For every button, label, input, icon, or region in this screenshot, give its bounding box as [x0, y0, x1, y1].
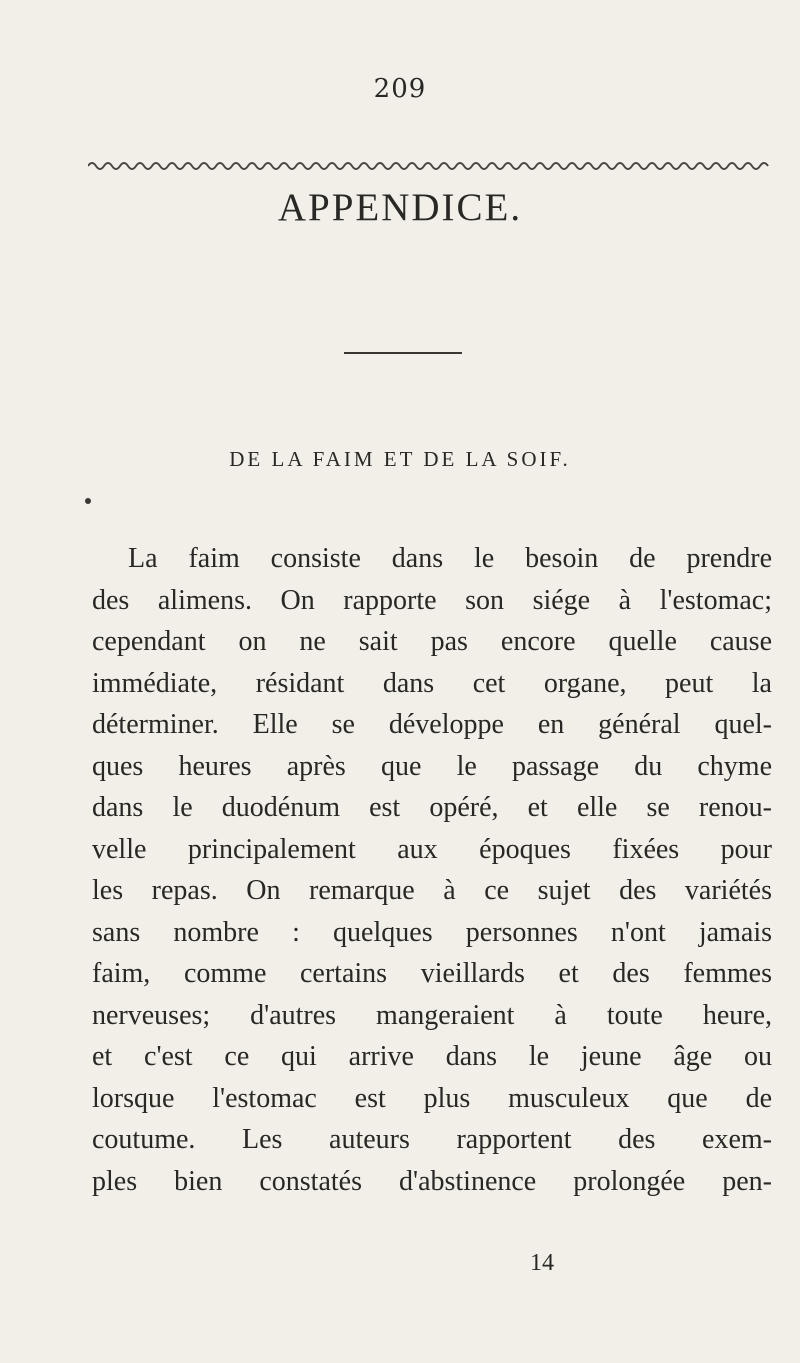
text-line: lorsque l'estomac est plus musculeux que de: [92, 1082, 772, 1114]
body-paragraph: [92, 538, 772, 1202]
ink-speck: [85, 498, 91, 504]
text-line: déterminer. Elle se développe en général quel-: [92, 709, 772, 740]
text-line: immédiate, résidant dans cet organe, peut la: [92, 667, 772, 699]
text-line: ques heures après que le passage du chyme: [92, 750, 772, 782]
text-line: dans le duodénum est opéré, et elle se renou-: [92, 792, 772, 823]
signature-mark: 14: [530, 1250, 554, 1276]
text-line: faim, comme certains vieillards et des femmes: [92, 958, 772, 989]
divider-rule: [344, 352, 462, 354]
text-line: ples bien constatés d'abstinence prolongée pen-: [92, 1165, 772, 1197]
text-line: La faim consiste dans le besoin de prendre: [128, 543, 772, 574]
text-line: coutume. Les auteurs rapportent des exem-: [92, 1124, 772, 1155]
text-line: sans nombre : quelques personnes n'ont jamais: [92, 916, 772, 948]
page-number: 209: [373, 74, 427, 104]
decorative-ornament-rule: [88, 158, 772, 174]
section-title: APPENDICE.: [277, 186, 523, 229]
text-line: et c'est ce qui arrive dans le jeune âge ou: [92, 1041, 772, 1072]
text-line: nerveuses; d'autres mangeraient à toute heure,: [92, 999, 772, 1031]
text-line: les repas. On remarque à ce sujet des variétés: [92, 875, 772, 906]
chapter-subtitle: DE LA FAIM ET DE LA SOIF.: [229, 447, 571, 471]
text-line: velle principalement aux époques fixées pour: [92, 833, 772, 865]
text-line: des alimens. On rapporte son siége à l'estomac;: [92, 584, 772, 616]
text-line: cependant on ne sait pas encore quelle cause: [92, 626, 772, 657]
